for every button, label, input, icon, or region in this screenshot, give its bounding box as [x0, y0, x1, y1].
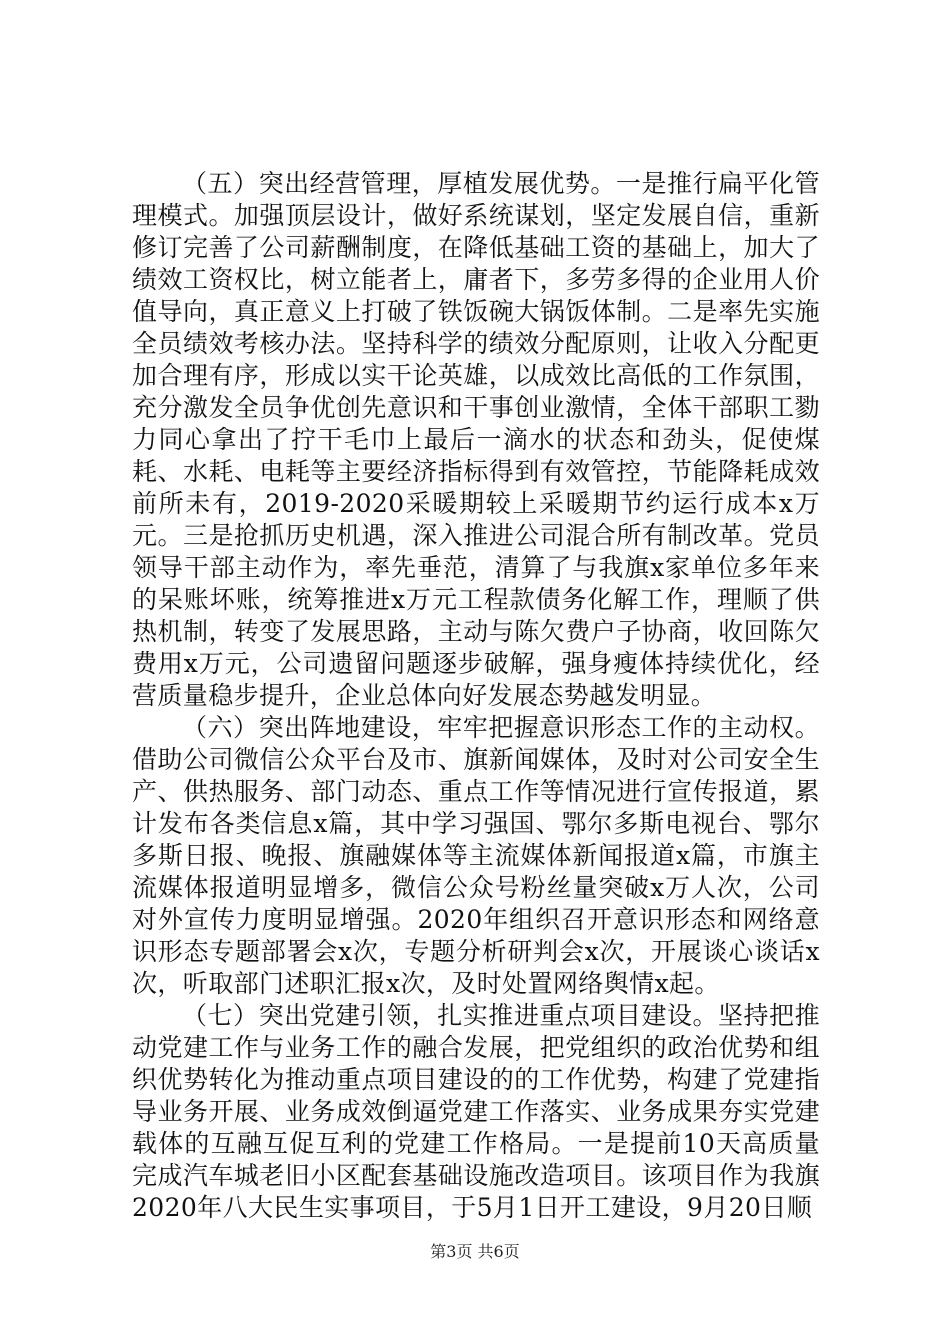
page-number-footer: 第3页 共6页: [430, 1242, 520, 1261]
paragraph-five: （五）突出经营管理，厚植发展优势。一是推行扁平化管理模式。加强顶层设计，做好系统谋划，坚定发展自信，重新修订完善了公司薪酬制度，在降低基础工资的基础上，加大了绩效工资权比，树立能者上，庸者下，多劳多得的企业用人价值导向，真正意义上打破了铁饭碗大锅饭体制。二是率先实施全员绩效考核办法。坚持科学的绩效分配原则，让收入分配更加合理有序，形成以实干论英雄，以成效比高低的工作氛围，充分激发全员争优创先意识和干事创业激情，全体干部职工勠力同心拿出了拧干毛巾上最后一滴水的状态和劲头，促使煤耗、水耗、电耗等主要经济指标得到有效管控，节能降耗成效前所未有，2019-2020采暖期较上采暖期节约运行成本x万元。三是抢抓历史机遇，深入推进公司混合所有制改革。党员领导干部主动作为，率先垂范，清算了与我旗x家单位多年来的呆账坏账，统筹推进x万元工程款债务化解工作，理顺了供热机制，转变了发展思路，主动与陈欠费户子协商，收回陈欠费用x万元，公司遗留问题逐步破解，强身瘦体持续优化，经营质量稳步提升，企业总体向好发展态势越发明显。: [132, 169, 820, 710]
document-body: [132, 168, 820, 1224]
paragraph-seven: （七）突出党建引领，扎实推进重点项目建设。坚持把推动党建工作与业务工作的融合发展，把党组织的政治优势和组织优势转化为推动重点项目建设的的工作优势，构建了党建指导业务开展、业务成效倒逼党建工作落实、业务成果夯实党建载体的互融互促互利的党建工作格局。一是提前10天高质量完成汽车城老旧小区配套基础设施改造项目。该项目作为我旗2020年八大民生实事项目，于5月1日开工建设，9月20日顺: [132, 1001, 820, 1222]
paragraph-six: （六）突出阵地建设，牢牢把握意识形态工作的主动权。借助公司微信公众平台及市、旗新闻媒体，及时对公司安全生产、供热服务、部门动态、重点工作等情况进行宣传报道，累计发布各类信息x篇，其中学习强国、鄂尔多斯电视台、鄂尔多斯日报、晚报、旗融媒体等主流媒体新闻报道x篇，市旗主流媒体报道明显增多，微信公众号粉丝量突破x万人次，公司对外宣传力度明显增强。2020年组织召开意识形态和网络意识形态专题部署会x次，专题分析研判会x次，开展谈心谈话x次，听取部门述职汇报x次，及时处置网络舆情x起。: [132, 713, 820, 998]
